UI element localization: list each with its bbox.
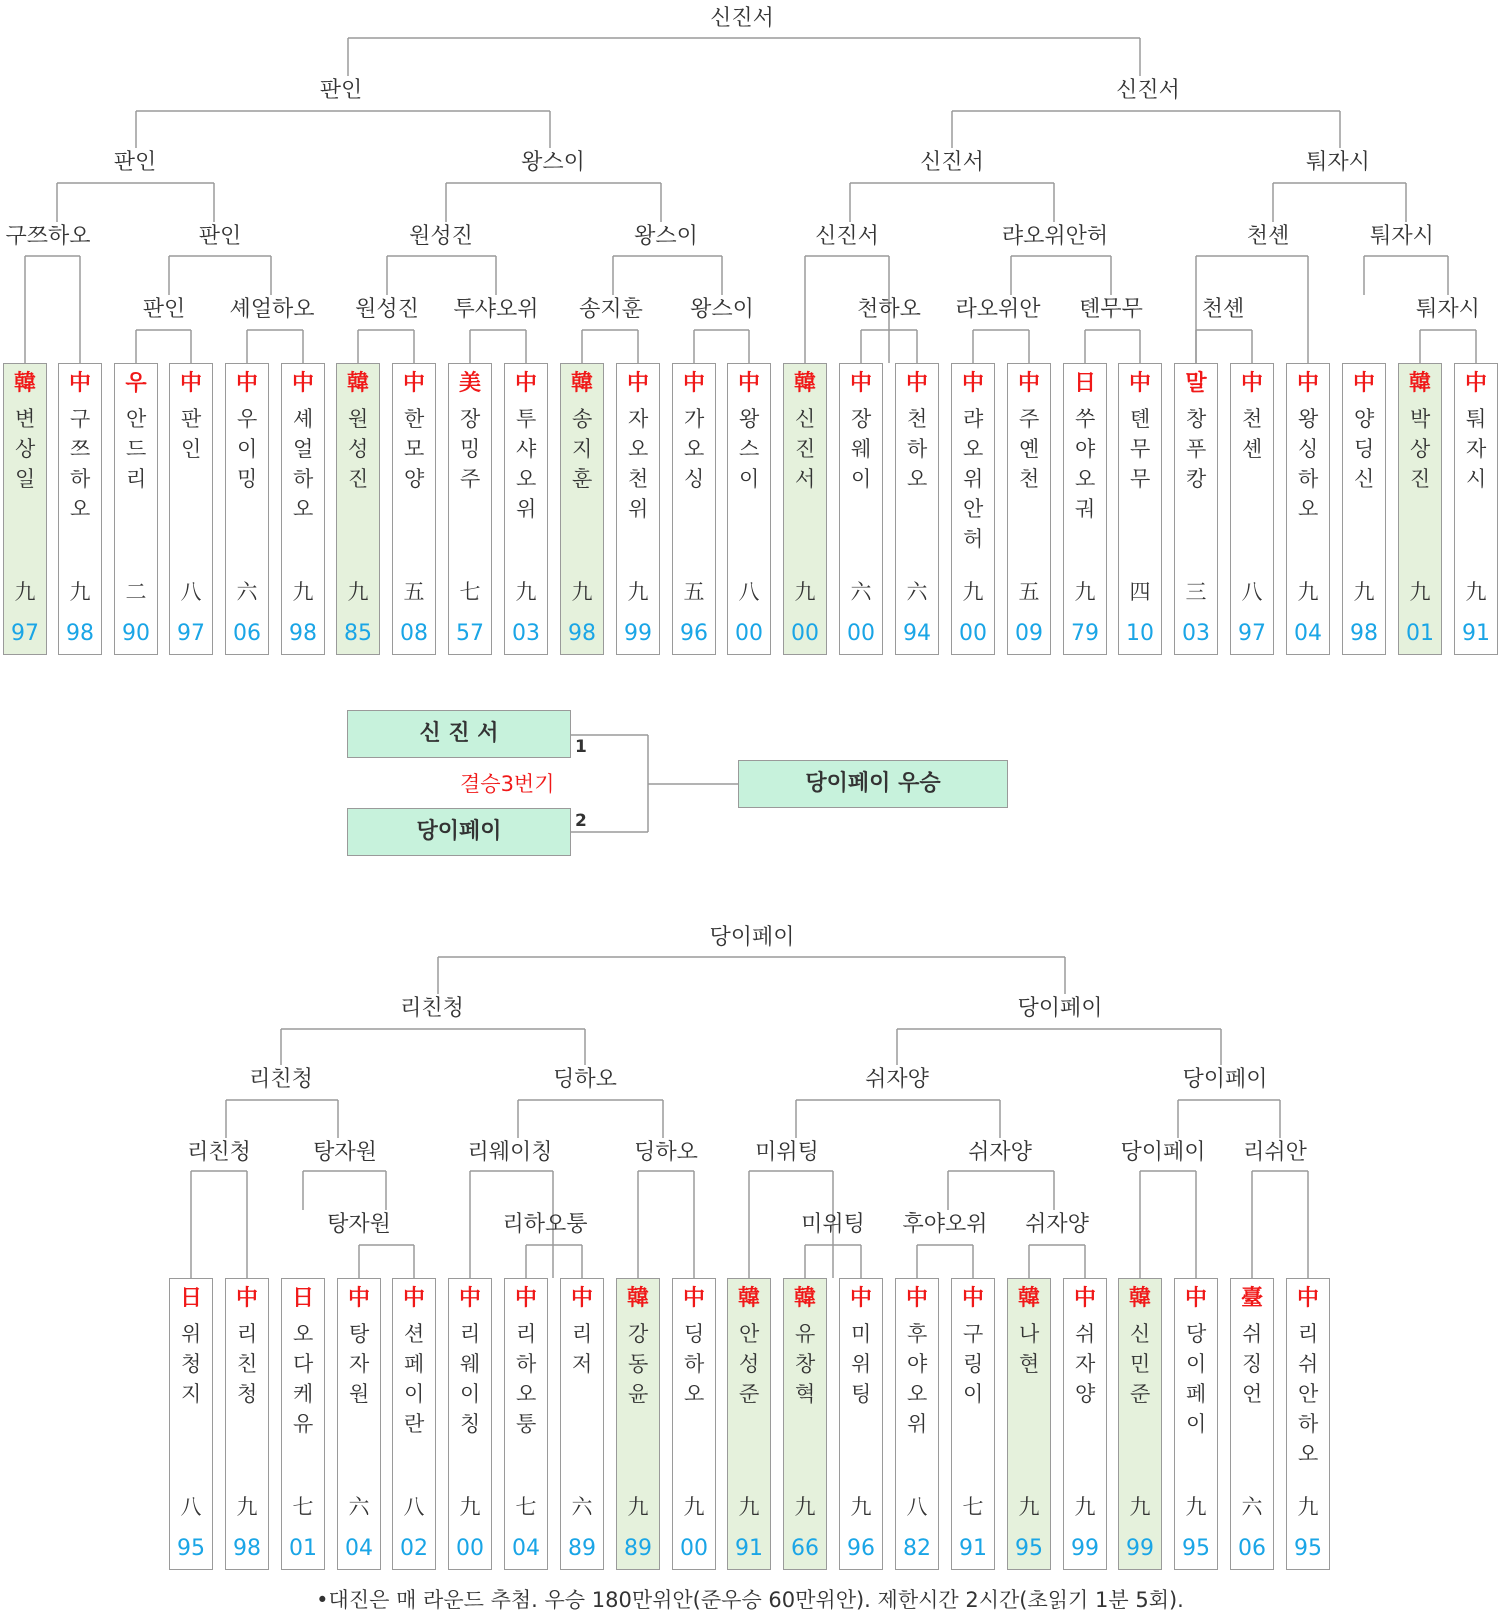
birth-year: 98 <box>568 621 596 646</box>
player-card-3 <box>114 363 158 655</box>
player-card-8 <box>560 1278 604 1570</box>
round1-label: 톈무무 <box>1079 297 1143 322</box>
country-flag: 韓 <box>346 371 369 396</box>
birth-year: 06 <box>233 621 261 646</box>
round1-label: 천셴 <box>1201 297 1245 322</box>
round4-label: 당이페이 <box>1017 996 1103 1021</box>
player-rank: 九 <box>1409 580 1431 604</box>
birth-year: 95 <box>1182 1536 1210 1561</box>
country-flag: 臺 <box>1240 1286 1263 1311</box>
player-rank: 九 <box>1353 580 1375 604</box>
final-player-2-box <box>347 808 571 856</box>
round2-label: 신진서 <box>815 224 879 249</box>
country-flag: 韓 <box>1017 1286 1040 1311</box>
country-flag: 中 <box>626 371 649 396</box>
player-rank: 八 <box>403 1495 425 1519</box>
player-card-4 <box>337 1278 381 1570</box>
birth-year: 98 <box>1350 621 1378 646</box>
round2-label: 원성진 <box>409 224 473 249</box>
player-name: 나현 <box>1019 1322 1040 1376</box>
player-name: 구쯔하오 <box>70 407 91 521</box>
player-card-1 <box>3 363 47 655</box>
birth-year: 89 <box>624 1536 652 1561</box>
birth-year: 97 <box>1238 621 1266 646</box>
final-player-2: 당이페이 <box>416 819 502 844</box>
country-flag: 中 <box>68 371 91 396</box>
birth-year: 57 <box>456 621 484 646</box>
player-card-14 <box>727 363 771 655</box>
player-card-22 <box>1174 363 1218 655</box>
birth-year: 02 <box>400 1536 428 1561</box>
birth-year: 99 <box>1126 1536 1154 1561</box>
round2-label: 천셴 <box>1246 224 1290 249</box>
player-card-25 <box>1342 363 1386 655</box>
round1-label: 퉈자시 <box>1416 297 1480 322</box>
player-card-19 <box>1174 1278 1218 1570</box>
player-name: 구링이 <box>963 1322 984 1406</box>
player-rank: 六 <box>236 580 258 604</box>
player-rank: 七 <box>515 1495 537 1519</box>
player-rank: 二 <box>125 580 147 604</box>
birth-year: 01 <box>289 1536 317 1561</box>
player-rank: 六 <box>571 1495 593 1519</box>
round3-label: 신진서 <box>920 150 984 175</box>
country-flag: 우 <box>125 371 147 396</box>
birth-year: 89 <box>568 1536 596 1561</box>
round3-label: 쉬자양 <box>865 1067 929 1092</box>
round2-label: 리친청 <box>187 1140 251 1165</box>
round2-label: 당이페이 <box>1120 1140 1206 1165</box>
birth-year: 00 <box>735 621 763 646</box>
round2-label: 리쉬안 <box>1243 1140 1307 1165</box>
player-rank: 九 <box>515 580 537 604</box>
round1-label: 리하오퉁 <box>502 1212 588 1237</box>
player-name: 퉈자시 <box>1466 407 1487 491</box>
birth-year: 96 <box>680 621 708 646</box>
country-flag: 中 <box>1296 371 1319 396</box>
player-name: 쉬자양 <box>1075 1322 1096 1406</box>
birth-year: 04 <box>512 1536 540 1561</box>
player-name: 위청지 <box>181 1322 202 1406</box>
player-card-13 <box>672 363 716 655</box>
player-rank: 九 <box>627 1495 649 1519</box>
player-rank: 九 <box>850 1495 872 1519</box>
player-rank: 六 <box>850 580 872 604</box>
player-card-5 <box>392 1278 436 1570</box>
birth-year: 00 <box>791 621 819 646</box>
player-card-7 <box>336 363 380 655</box>
player-rank: 九 <box>14 580 36 604</box>
birth-year: 00 <box>680 1536 708 1561</box>
player-rank: 八 <box>180 580 202 604</box>
round2-label: 리웨이칭 <box>467 1140 553 1165</box>
player-card-21 <box>1118 363 1162 655</box>
round3-label: 판인 <box>113 150 157 175</box>
player-card-12 <box>616 363 660 655</box>
player-card-23 <box>1230 363 1274 655</box>
final-seed-2: 2 <box>575 811 587 831</box>
round4-label: 판인 <box>319 78 363 103</box>
player-rank: 九 <box>1074 1495 1096 1519</box>
final-result: 당이페이 우승 <box>805 771 941 796</box>
country-flag: 日 <box>291 1286 314 1311</box>
player-rank: 九 <box>1297 1495 1319 1519</box>
player-rank: 九 <box>69 580 91 604</box>
player-name: 변상일 <box>15 407 36 491</box>
country-flag: 韓 <box>793 1286 816 1311</box>
player-rank: 九 <box>1185 1495 1207 1519</box>
player-rank: 九 <box>1465 580 1487 604</box>
player-name: 톈무무 <box>1130 407 1151 491</box>
round2-label: 미위팅 <box>755 1140 819 1165</box>
birth-year: 85 <box>344 621 372 646</box>
player-name: 가오싱 <box>684 407 705 491</box>
country-flag: 中 <box>570 1286 593 1311</box>
player-card-16 <box>839 363 883 655</box>
round1-label: 라오위안 <box>955 297 1041 322</box>
player-name: 왕싱하오 <box>1298 407 1319 521</box>
birth-year: 91 <box>735 1536 763 1561</box>
player-card-1 <box>169 1278 213 1570</box>
player-name: 당이페이 <box>1186 1322 1207 1436</box>
player-card-19 <box>1007 363 1051 655</box>
round4-label: 신진서 <box>1116 78 1180 103</box>
player-card-16 <box>1007 1278 1051 1570</box>
player-rank: 九 <box>794 1495 816 1519</box>
player-rank: 九 <box>1074 580 1096 604</box>
round3-label: 퉈자시 <box>1306 150 1370 175</box>
player-name: 유창혁 <box>795 1322 816 1406</box>
country-flag: 韓 <box>626 1286 649 1311</box>
player-card-17 <box>1063 1278 1107 1570</box>
round1-label: 후야오위 <box>902 1212 988 1237</box>
player-name: 후야오위 <box>907 1322 928 1436</box>
player-card-3 <box>281 1278 325 1570</box>
country-flag: 中 <box>1296 1286 1319 1311</box>
bottom-champion-label: 당이페이 <box>709 925 795 950</box>
country-flag: 말 <box>1185 371 1207 396</box>
birth-year: 10 <box>1126 621 1154 646</box>
country-flag: 中 <box>961 1286 984 1311</box>
player-name: 판인 <box>181 407 202 461</box>
birth-year: 01 <box>1406 621 1434 646</box>
player-rank: 九 <box>1129 1495 1151 1519</box>
player-card-5 <box>225 363 269 655</box>
player-rank: 九 <box>738 1495 760 1519</box>
birth-year: 00 <box>456 1536 484 1561</box>
country-flag: 中 <box>1128 371 1151 396</box>
round1-label: 셰얼하오 <box>229 297 315 322</box>
player-name: 박상진 <box>1410 407 1431 491</box>
country-flag: 中 <box>905 1286 928 1311</box>
round2-label: 왕스이 <box>634 224 698 249</box>
player-name: 천셴 <box>1242 407 1263 461</box>
player-rank: 九 <box>347 580 369 604</box>
player-rank: 七 <box>459 580 481 604</box>
round1-label: 미위팅 <box>801 1212 865 1237</box>
country-flag: 中 <box>179 371 202 396</box>
birth-year: 08 <box>400 621 428 646</box>
round2-label: 쉬자양 <box>968 1140 1032 1165</box>
birth-year: 66 <box>791 1536 819 1561</box>
player-name: 창푸캉 <box>1186 407 1207 491</box>
country-flag: 中 <box>737 371 760 396</box>
country-flag: 中 <box>849 1286 872 1311</box>
round3-label: 당이페이 <box>1182 1067 1268 1092</box>
player-card-18 <box>951 363 995 655</box>
player-card-14 <box>895 1278 939 1570</box>
player-name: 리친청 <box>237 1322 258 1406</box>
birth-year: 99 <box>1071 1536 1099 1561</box>
player-card-6 <box>448 1278 492 1570</box>
country-flag: 中 <box>235 371 258 396</box>
player-rank: 九 <box>683 1495 705 1519</box>
round2-label: 퉈자시 <box>1370 224 1434 249</box>
country-flag: 韓 <box>1128 1286 1151 1311</box>
country-flag: 中 <box>291 371 314 396</box>
player-name: 탕자원 <box>349 1322 370 1406</box>
birth-year: 82 <box>903 1536 931 1561</box>
birth-year: 91 <box>1462 621 1490 646</box>
player-card-21 <box>1286 1278 1330 1570</box>
player-rank: 六 <box>348 1495 370 1519</box>
player-rank: 九 <box>962 580 984 604</box>
player-card-15 <box>783 363 827 655</box>
country-flag: 中 <box>905 371 928 396</box>
player-card-7 <box>504 1278 548 1570</box>
country-flag: 中 <box>458 1286 481 1311</box>
round2-label: 탕자원 <box>313 1140 377 1165</box>
player-card-20 <box>1230 1278 1274 1570</box>
player-rank: 五 <box>1018 580 1040 604</box>
birth-year: 00 <box>959 621 987 646</box>
player-rank: 九 <box>571 580 593 604</box>
round1-label: 쉬자양 <box>1025 1212 1089 1237</box>
player-name: 리하오퉁 <box>516 1322 537 1436</box>
birth-year: 97 <box>11 621 39 646</box>
player-card-9 <box>616 1278 660 1570</box>
player-rank: 八 <box>180 1495 202 1519</box>
player-card-2 <box>225 1278 269 1570</box>
player-name: 우이밍 <box>237 407 258 491</box>
round4-label: 리친청 <box>400 996 464 1021</box>
player-name: 리저 <box>572 1322 593 1376</box>
player-name: 신민준 <box>1130 1322 1151 1406</box>
country-flag: 韓 <box>737 1286 760 1311</box>
birth-year: 04 <box>345 1536 373 1561</box>
player-card-11 <box>727 1278 771 1570</box>
player-name: 주옌천 <box>1019 407 1040 491</box>
player-rank: 九 <box>1018 1495 1040 1519</box>
final-player-1: 신 진 서 <box>419 721 499 746</box>
player-card-9 <box>448 363 492 655</box>
player-name: 리웨이칭 <box>460 1322 481 1436</box>
round3-label: 리친청 <box>249 1067 313 1092</box>
player-name: 천하오 <box>907 407 928 491</box>
birth-year: 06 <box>1238 1536 1266 1561</box>
player-name: 미위팅 <box>851 1322 872 1406</box>
birth-year: 96 <box>847 1536 875 1561</box>
round1-label: 왕스이 <box>690 297 754 322</box>
round1-label: 천하오 <box>857 297 921 322</box>
country-flag: 中 <box>961 371 984 396</box>
country-flag: 中 <box>347 1286 370 1311</box>
player-card-15 <box>951 1278 995 1570</box>
player-rank: 九 <box>794 580 816 604</box>
player-card-4 <box>169 363 213 655</box>
player-name: 양딩신 <box>1354 407 1375 491</box>
country-flag: 中 <box>514 371 537 396</box>
player-card-24 <box>1286 363 1330 655</box>
player-name: 안성준 <box>739 1322 760 1406</box>
player-card-11 <box>560 363 604 655</box>
birth-year: 03 <box>512 621 540 646</box>
birth-year: 03 <box>1182 621 1210 646</box>
player-card-12 <box>783 1278 827 1570</box>
player-name: 투샤오위 <box>516 407 537 521</box>
player-rank: 六 <box>1241 1495 1263 1519</box>
player-name: 랴오위안허 <box>963 407 984 551</box>
player-name: 안드리 <box>126 407 147 491</box>
country-flag: 中 <box>849 371 872 396</box>
country-flag: 中 <box>1464 371 1487 396</box>
player-card-6 <box>281 363 325 655</box>
country-flag: 中 <box>1352 371 1375 396</box>
birth-year: 98 <box>66 621 94 646</box>
birth-year: 98 <box>233 1536 261 1561</box>
birth-year: 90 <box>122 621 150 646</box>
footnote: •대진은 매 라운드 추첨. 우승 180만위안(준우승 60만위안). 제한시간 2시간(초읽기 1분 5회). <box>316 1588 1184 1612</box>
round2-label: 판인 <box>198 224 242 249</box>
country-flag: 中 <box>235 1286 258 1311</box>
final-player-1-box <box>347 710 571 758</box>
player-rank: 四 <box>1129 580 1151 604</box>
final-seed-1: 1 <box>575 737 587 757</box>
player-card-8 <box>392 363 436 655</box>
player-rank: 七 <box>962 1495 984 1519</box>
birth-year: 79 <box>1071 621 1099 646</box>
country-flag: 中 <box>514 1286 537 1311</box>
country-flag: 中 <box>402 371 425 396</box>
round2-label: 구쯔하오 <box>5 224 91 249</box>
top-champion-label: 신진서 <box>710 6 774 31</box>
player-card-18 <box>1118 1278 1162 1570</box>
player-name: 왕스이 <box>739 407 760 491</box>
player-name: 원성진 <box>348 407 369 491</box>
player-rank: 五 <box>403 580 425 604</box>
player-name: 쑤야오궈 <box>1075 407 1096 521</box>
player-rank: 三 <box>1185 580 1207 604</box>
player-rank: 九 <box>236 1495 258 1519</box>
birth-year: 98 <box>289 621 317 646</box>
birth-year: 95 <box>1015 1536 1043 1561</box>
player-rank: 八 <box>906 1495 928 1519</box>
player-rank: 五 <box>683 580 705 604</box>
player-rank: 七 <box>292 1495 314 1519</box>
player-name: 딩하오 <box>684 1322 705 1406</box>
round2-label: 랴오위안허 <box>1001 224 1109 249</box>
player-card-17 <box>895 363 939 655</box>
player-rank: 九 <box>1297 580 1319 604</box>
player-card-27 <box>1454 363 1498 655</box>
player-card-10 <box>672 1278 716 1570</box>
player-name: 리쉬안하오 <box>1298 1322 1319 1466</box>
round1-label: 판인 <box>142 297 186 322</box>
player-rank: 九 <box>292 580 314 604</box>
player-card-20 <box>1063 363 1107 655</box>
country-flag: 中 <box>1073 1286 1096 1311</box>
player-card-10 <box>504 363 548 655</box>
round1-label: 송지훈 <box>579 297 643 322</box>
birth-year: 09 <box>1015 621 1043 646</box>
country-flag: 中 <box>1017 371 1040 396</box>
round1-label: 원성진 <box>355 297 419 322</box>
player-rank: 八 <box>738 580 760 604</box>
player-name: 셰얼하오 <box>293 407 314 521</box>
country-flag: 中 <box>402 1286 425 1311</box>
player-name: 송지훈 <box>572 407 593 491</box>
player-card-2 <box>58 363 102 655</box>
player-name: 장웨이 <box>851 407 872 491</box>
birth-year: 94 <box>903 621 931 646</box>
round1-label: 탕자원 <box>327 1212 391 1237</box>
player-rank: 九 <box>459 1495 481 1519</box>
player-name: 션페이란 <box>404 1322 425 1436</box>
country-flag: 韓 <box>793 371 816 396</box>
bracket-diagram: 신 진 서 1 결승3번기 당이페이 2 당이페이 우승 •대진은 매 라운드 추첨. 우승 180만위안(준우승 60만위안). 제한시간 2시간(초읽기 1분 5회). 韓 변상일 九 97 中 구쯔하오 九 98 우 안드리 二 90 中 판인 八 97 中 우이밍 六 06 中 셰얼하오 九 98 韓 원성진 九 85 中 한모양 五 08 美 장밍주 七 57 中 투샤오위 九 03 韓 송지훈 九 98 中 자오천위 九 99 中 가오싱 五 96 中 왕스이 八 00 韓 신진서 九 00 中 장웨이 六 00 中 천하오 六 94 中 랴오위안허 九 00 中 주옌천 五 09 日 쑤야오궈 九 79 中 톈무무 四 10 말 창푸캉 三 03 中 천셴 八 97 中 왕싱하오 九 04 中 양딩신 九 98 韓 박상진 九 01 中 퉈자시 九 91 판인 셰얼하오 원성진 투샤오위 송지훈 왕스이 천하오 라오위안 톈무무 천셴 퉈자시 구쯔하오 판인 원성진 왕스이 신진서 랴오위안허 천셴 퉈자시 판인 왕스이 신진서 퉈자시 판인 신진서 신진서 日 위청지 八 95 中 리친청 九 98 日 오다케유 七 01 中 탕자원 六 04 中 션페이란 八 02 中 리웨이칭 九 00 中 리하오퉁 七 04 中 리저 六 89 韓 강동윤 九 89 中 딩하오 九 00 韓 안성준 九 91 韓 유창혁 九 66 中 미위팅 九 96 中 후야오위 八 82 中 구링이 七 91 韓 나현 九 95 中 쉬자양 九 99 韓 신민준 九 99 中 당이페이 九 95 臺 쉬징언 六 06 中 리쉬안하오 九 95 탕자원 리하오퉁 미위팅 후야오위 쉬자양 리친청 탕자원 리웨이칭 딩하오 미위팅 쉬자양 당이페이 리쉬안 리친청 딩하오 쉬자양 당이페이 리친청 당이페이 당이페이 <box>0 0 1500 1615</box>
player-name: 장밍주 <box>460 407 481 491</box>
country-flag: 韓 <box>570 371 593 396</box>
round3-label: 왕스이 <box>521 150 585 175</box>
birth-year: 00 <box>847 621 875 646</box>
final-result-box <box>738 760 1008 808</box>
birth-year: 99 <box>624 621 652 646</box>
player-name: 자오천위 <box>628 407 649 521</box>
player-rank: 八 <box>1241 580 1263 604</box>
country-flag: 日 <box>1073 371 1096 396</box>
player-card-13 <box>839 1278 883 1570</box>
round1-label: 투샤오위 <box>453 297 539 322</box>
birth-year: 95 <box>1294 1536 1322 1561</box>
birth-year: 04 <box>1294 621 1322 646</box>
player-name: 한모양 <box>404 407 425 491</box>
country-flag: 中 <box>1240 371 1263 396</box>
player-name: 오다케유 <box>293 1322 314 1436</box>
round3-label: 딩하오 <box>553 1067 617 1092</box>
player-name: 강동윤 <box>628 1322 649 1406</box>
round2-label: 딩하오 <box>634 1140 698 1165</box>
player-name: 신진서 <box>795 407 816 491</box>
country-flag: 美 <box>458 371 481 396</box>
player-rank: 六 <box>906 580 928 604</box>
country-flag: 中 <box>1184 1286 1207 1311</box>
birth-year: 97 <box>177 621 205 646</box>
country-flag: 中 <box>682 1286 705 1311</box>
player-rank: 九 <box>627 580 649 604</box>
birth-year: 91 <box>959 1536 987 1561</box>
player-card-26 <box>1398 363 1442 655</box>
player-name: 쉬징언 <box>1242 1322 1263 1406</box>
country-flag: 日 <box>179 1286 202 1311</box>
country-flag: 韓 <box>1408 371 1431 396</box>
birth-year: 95 <box>177 1536 205 1561</box>
country-flag: 韓 <box>13 371 36 396</box>
country-flag: 中 <box>682 371 705 396</box>
